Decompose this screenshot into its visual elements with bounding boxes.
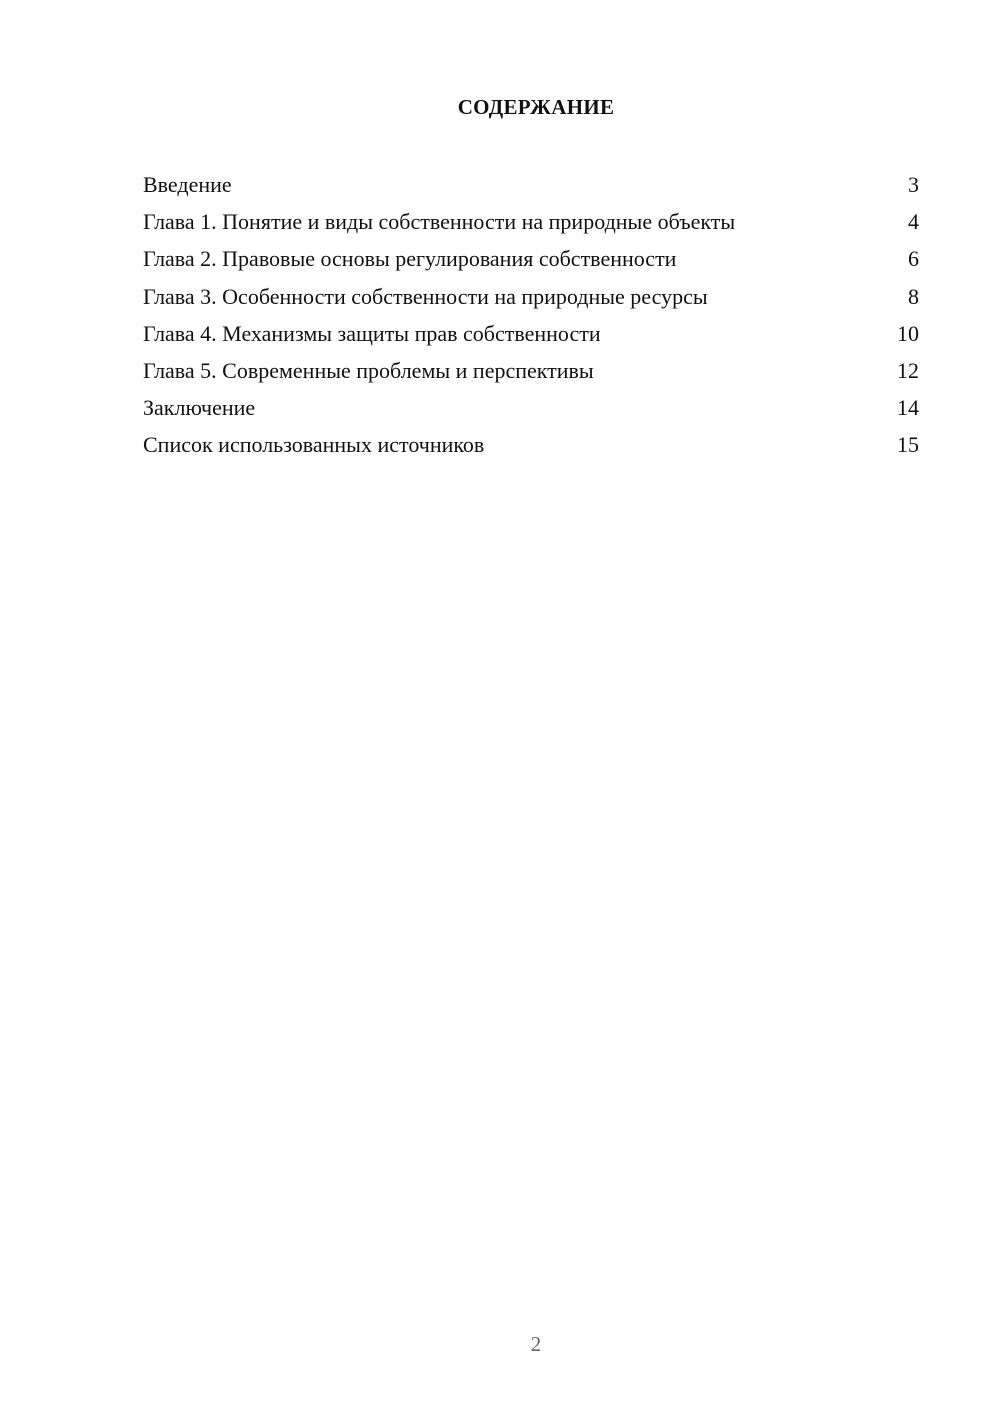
toc-item-conclusion	[143, 391, 919, 428]
page-number: 2	[530, 1332, 542, 1356]
toc-item-page: 14	[897, 395, 919, 421]
toc-item-chapter-1	[143, 205, 919, 242]
toc-item-title: Глава 4. Механизмы защиты прав собственности	[143, 320, 601, 346]
toc-item-title: Введение	[143, 172, 232, 197]
toc-item-title: Заключение	[143, 395, 256, 421]
toc-item-page: 12	[897, 357, 919, 383]
toc-item-chapter-5	[143, 354, 919, 391]
toc-item-page: 15	[897, 432, 919, 458]
toc-item-page: 3	[908, 172, 919, 197]
toc-item-references	[143, 428, 919, 465]
table-of-contents	[143, 168, 919, 466]
toc-item-title: Список использованных источников	[143, 432, 485, 458]
toc-item-page: 4	[908, 209, 919, 235]
toc-item-title: Глава 5. Современные проблемы и перспективы	[143, 357, 594, 383]
toc-item-page: 10	[897, 320, 919, 346]
toc-item-title: Глава 1. Понятие и виды собственности на природные объекты	[143, 209, 736, 235]
toc-item-introduction	[143, 168, 919, 205]
toc-item-page: 6	[908, 246, 919, 272]
toc-item-chapter-4	[143, 317, 919, 354]
page-title: СОДЕРЖАНИЕ	[457, 95, 615, 119]
toc-item-title: Глава 2. Правовые основы регулирования собственности	[143, 246, 677, 272]
toc-item-title: Глава 3. Особенности собственности на природные ресурсы	[143, 283, 708, 309]
toc-item-chapter-3	[143, 280, 919, 317]
toc-item-page: 8	[908, 283, 919, 309]
toc-item-chapter-2	[143, 242, 919, 279]
